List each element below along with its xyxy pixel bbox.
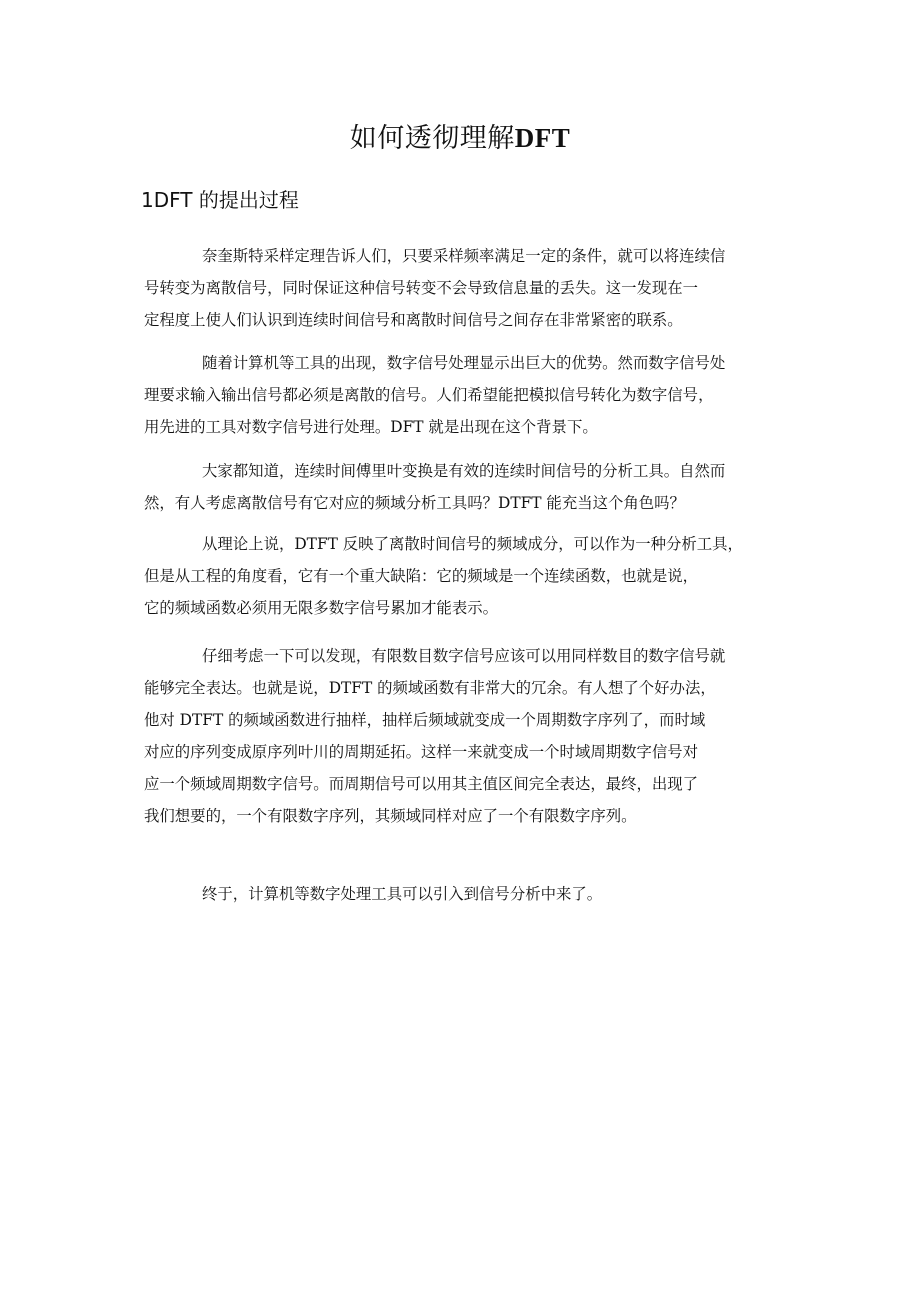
paragraph-line: 号转变为离散信号，同时保证这种信号转变不会导致信息量的丢失。这一发现在一 [144,279,699,297]
paragraph-line: 对应的序列变成原序列叶川的周期延拓。这样一来就变成一个时域周期数字信号对 [144,743,699,761]
paragraph-line: 从理论上说，DTFT 反映了离散时间信号的频域成分，可以作为一种分析工具， [202,535,743,553]
paragraph-line: 但是从工程的角度看，它有一个重大缺陷：它的频域是一个连续函数，也就是说， [144,567,699,585]
paragraph-line: 大家都知道，连续时间傅里叶变换是有效的连续时间信号的分析工具。自然而 [202,462,726,480]
paragraph-line: 用先进的工具对数字信号进行处理。DFT 就是出现在这个背景下。 [144,418,598,436]
paragraph-line: 奈奎斯特采样定理告诉人们，只要采样频率满足一定的条件，就可以将连续信 [202,247,726,265]
paragraph-4 [144,528,794,624]
paragraph-line: 应一个频域周期数字信号。而周期信号可以用其主值区间完全表达，最终，出现了 [144,775,699,793]
paragraph-line: 能够完全表达。也就是说，DTFT 的频域函数有非常大的冗余。有人想了个好办法， [144,679,716,697]
paragraph-line: 理要求输入输出信号都必须是离散的信号。人们希望能把模拟信号转化为数字信号， [144,386,714,404]
paragraph-line: 然，有人考虑离散信号有它对应的频域分析工具吗？DTFT 能充当这个角色吗？ [144,494,685,512]
paragraph-6 [144,878,794,910]
paragraph-line: 终于，计算机等数字处理工具可以引入到信号分析中来了。 [202,885,603,903]
paragraph-2 [144,347,794,443]
paragraph-line: 他对 DTFT 的频域函数进行抽样，抽样后频域就变成一个周期数字序列了，而时域 [144,711,706,729]
paragraph-line: 它的频域函数必须用无限多数字信号累加才能表示。 [144,599,498,617]
document-title-latin: DFT [514,123,571,153]
paragraph-5 [144,640,794,832]
document-title-chinese: 如何透彻理解 [349,123,515,154]
paragraph-line: 我们想要的，一个有限数字序列，其频域同样对应了一个有限数字序列。 [144,807,637,825]
paragraph-3 [144,455,794,519]
document-title [0,118,920,159]
section-heading: 1DFT 的提出过程 [141,188,299,212]
paragraph-line: 定程度上使人们认识到连续时间信号和离散时间信号之间存在非常紧密的联系。 [144,311,683,329]
paragraph-line: 仔细考虑一下可以发现，有限数目数字信号应该可以用同样数目的数字信号就 [202,647,726,665]
paragraph-line: 随着计算机等工具的出现，数字信号处理显示出巨大的优势。然而数字信号处 [202,354,726,372]
paragraph-1 [144,240,794,336]
